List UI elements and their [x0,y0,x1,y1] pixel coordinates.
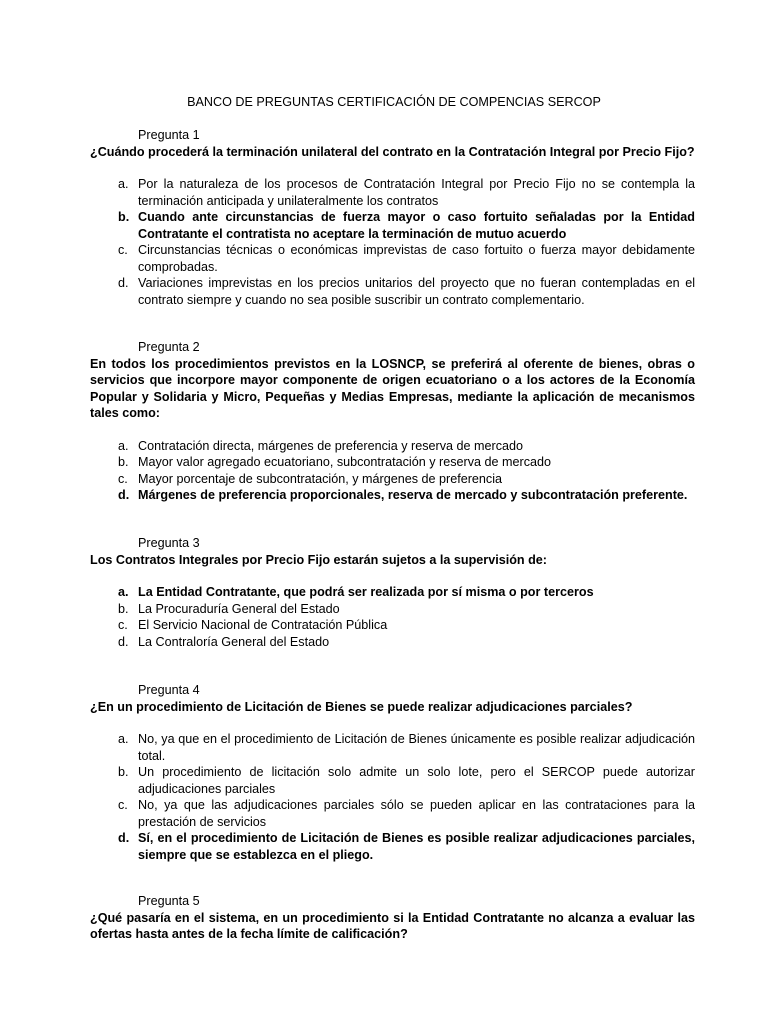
option-text: La Procuraduría General del Estado [138,601,340,616]
option-letter: a. [118,438,129,453]
options-list [90,176,695,308]
option-text: Sí, en el procedimiento de Licitación de Bienes es posible realizar adjudicaciones parciales, siempre que se establezca en el pliego. [138,831,695,862]
option-text: No, ya que en el procedimiento de Licitación de Bienes únicamente es posible realizar adjudicación total. [138,732,695,763]
option-text: Un procedimiento de licitación solo admite un solo lote, pero el SERCOP puede autorizar adjudicaciones parciales [138,765,695,796]
options-list [90,731,695,863]
option-text: Contratación directa, márgenes de preferencia y reserva de mercado [138,438,524,453]
question-label: Pregunta 3 [138,536,200,550]
option-letter: a. [118,732,129,746]
option-a [90,731,695,764]
option-letter: a. [118,585,129,599]
question-label: Pregunta 1 [138,128,200,142]
option-d [90,275,695,308]
option-a [90,584,695,601]
option-a [90,438,695,455]
option-b [90,209,695,242]
option-b [90,454,695,471]
option-c [90,617,695,634]
option-letter: b. [118,455,129,469]
option-letter: c. [118,798,128,812]
options-list [90,438,695,504]
question-text: ¿Qué pasaría en el sistema, en un procedimiento si la Entidad Contratante no alcanza a evaluar las ofertas hasta antes de la fecha límite de calificación? [90,910,695,941]
option-text: No, ya que las adjudicaciones parciales sólo se pueden aplicar en las contrataciones para la prestación de servicios [138,798,695,829]
option-letter: a. [118,177,129,191]
option-text: Cuando ante circunstancias de fuerza mayor o caso fortuito señaladas por la Entidad Contratante el contratista no aceptare la terminación de mutuo acuerdo [138,210,695,241]
question-1 [90,127,695,308]
option-c [90,797,695,830]
question-text: ¿En un procedimiento de Licitación de Bienes se puede realizar adjudicaciones parciales? [90,699,633,714]
option-letter: d. [118,276,129,290]
option-d [90,487,695,504]
question-text: ¿Cuándo procederá la terminación unilateral del contrato en la Contratación Integral por Precio Fijo? [90,144,695,159]
option-a [90,176,695,209]
options-list [90,584,695,650]
option-letter: c. [118,243,128,257]
question-3 [90,535,695,650]
option-b [90,601,695,618]
option-text: La Contraloría General del Estado [138,634,330,649]
option-b [90,764,695,797]
option-letter: b. [118,601,129,616]
option-d [90,634,695,651]
option-letter: c. [118,471,128,486]
question-2 [90,339,695,504]
option-text: Circunstancias técnicas o económicas imprevistas de caso fortuito o fuerza mayor debidamente comprobadas. [138,243,695,274]
option-letter: c. [118,618,128,632]
option-text: Márgenes de preferencia proporcionales, reserva de mercado y subcontratación preferente. [138,488,688,502]
document-title: BANCO DE PREGUNTAS CERTIFICACIÓN DE COMPENCIAS SERCOP [187,95,601,109]
option-letter: b. [118,765,129,779]
option-letter: d. [118,634,129,649]
question-text: Los Contratos Integrales por Precio Fijo estarán sujetos a la supervisión de: [90,552,547,567]
option-d [90,830,695,863]
option-text: Mayor porcentaje de subcontratación, y márgenes de preferencia [138,471,503,486]
option-letter: d. [118,488,130,502]
question-label: Pregunta 2 [138,340,200,354]
option-text: Variaciones imprevistas en los precios unitarios del proyecto que no fueran contempladas en el contrato siempre y cuando no sea posible suscribir un contrato complementario. [138,276,695,307]
option-c [90,471,695,488]
option-c [90,242,695,275]
option-text: Por la naturaleza de los procesos de Contratación Integral por Precio Fijo no se contempla la terminación anticipada y unilateralmente los contratos [138,177,695,208]
question-5 [90,893,695,943]
option-text: El Servicio Nacional de Contratación Pública [138,618,388,632]
option-text: La Entidad Contratante, que podrá ser realizada por sí misma o por terceros [138,585,594,599]
question-label: Pregunta 4 [138,683,200,697]
question-label: Pregunta 5 [138,894,200,908]
option-text: Mayor valor agregado ecuatoriano, subcontratación y reserva de mercado [138,455,552,469]
question-text: En todos los procedimientos previstos en la LOSNCP, se preferirá al oferente de bienes, obras o servicios que incorpore mayor componente de origen ecuatoriano o a los actores de la Economía Popular y Solidaria y Micro, Pequeñas y Medias Empresas, mediante la aplicación de mecanismos tales como: [90,356,695,420]
option-letter: b. [118,210,130,224]
question-4 [90,682,695,863]
option-letter: d. [118,831,130,845]
